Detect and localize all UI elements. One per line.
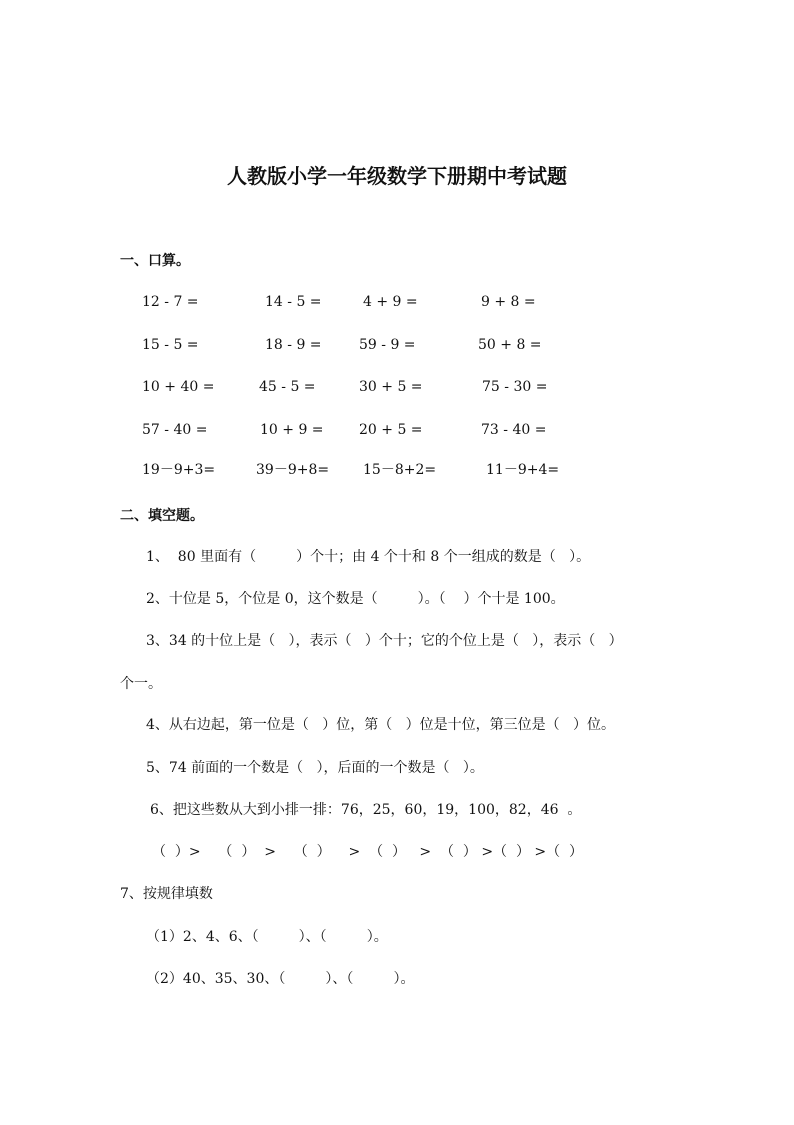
calc-item: 4 + 9 = (363, 294, 418, 310)
section-heading-fill-blank: 二、填空题。 (120, 508, 204, 524)
calc-item: 15－8+2= (363, 462, 437, 478)
calc-item: 9 + 8 = (481, 294, 536, 310)
calc-item: 10 + 40 = (142, 379, 215, 395)
calc-item: 45 - 5 = (259, 379, 316, 395)
calc-item: 50 + 8 = (478, 337, 542, 353)
calc-item: 73 - 40 = (481, 422, 547, 438)
calc-item: 57 - 40 = (142, 422, 208, 438)
question-1: 1、 80 里面有（ ）个十；由 4 个十和 8 个一组成的数是（ ）。 (146, 549, 591, 565)
calc-item: 14 - 5 = (265, 294, 322, 310)
question-3-continuation: 个一。 (120, 676, 162, 692)
question-7-item-2: （2）40、35、30、（ ）、（ ）。 (146, 971, 415, 987)
calc-item: 59 - 9 = (359, 337, 416, 353)
question-6-blanks: （ ）> （ ） > （ ） > （ ） > （ ） >（ ） >（ ） (152, 844, 584, 860)
question-7-item-1: （1）2、4、6、（ ）、（ ）。 (146, 929, 388, 945)
question-2: 2、十位是 5，个位是 0，这个数是（ ）。（ ）个十是 100。 (146, 591, 565, 607)
question-4: 4、从右边起，第一位是（ ）位，第（ ）位是十位，第三位是（ ）位。 (146, 717, 615, 733)
calc-item: 39－9+8= (256, 462, 330, 478)
calc-item: 20 + 5 = (359, 422, 423, 438)
calc-item: 30 + 5 = (359, 379, 423, 395)
calc-item: 75 - 30 = (482, 379, 548, 395)
calc-item: 11－9+4= (486, 462, 560, 478)
page-title: 人教版小学一年级数学下册期中考试题 (227, 164, 567, 188)
section-heading-oral-calc: 一、口算。 (120, 253, 190, 269)
calc-item: 12 - 7 = (142, 294, 199, 310)
calc-item: 19－9+3= (142, 462, 216, 478)
calc-item: 15 - 5 = (142, 337, 199, 353)
question-3: 3、34 的十位上是（ ），表示（ ）个十；它的个位上是（ ），表示（ ） (146, 633, 623, 649)
calc-item: 10 + 9 = (260, 422, 324, 438)
question-5: 5、74 前面的一个数是（ ），后面的一个数是（ ）。 (146, 760, 484, 776)
question-7-heading: 7、按规律填数 (120, 886, 213, 902)
calc-item: 18 - 9 = (265, 337, 322, 353)
question-6: 6、把这些数从大到小排一排：76，25，60，19，100，82，46 。 (150, 802, 582, 818)
